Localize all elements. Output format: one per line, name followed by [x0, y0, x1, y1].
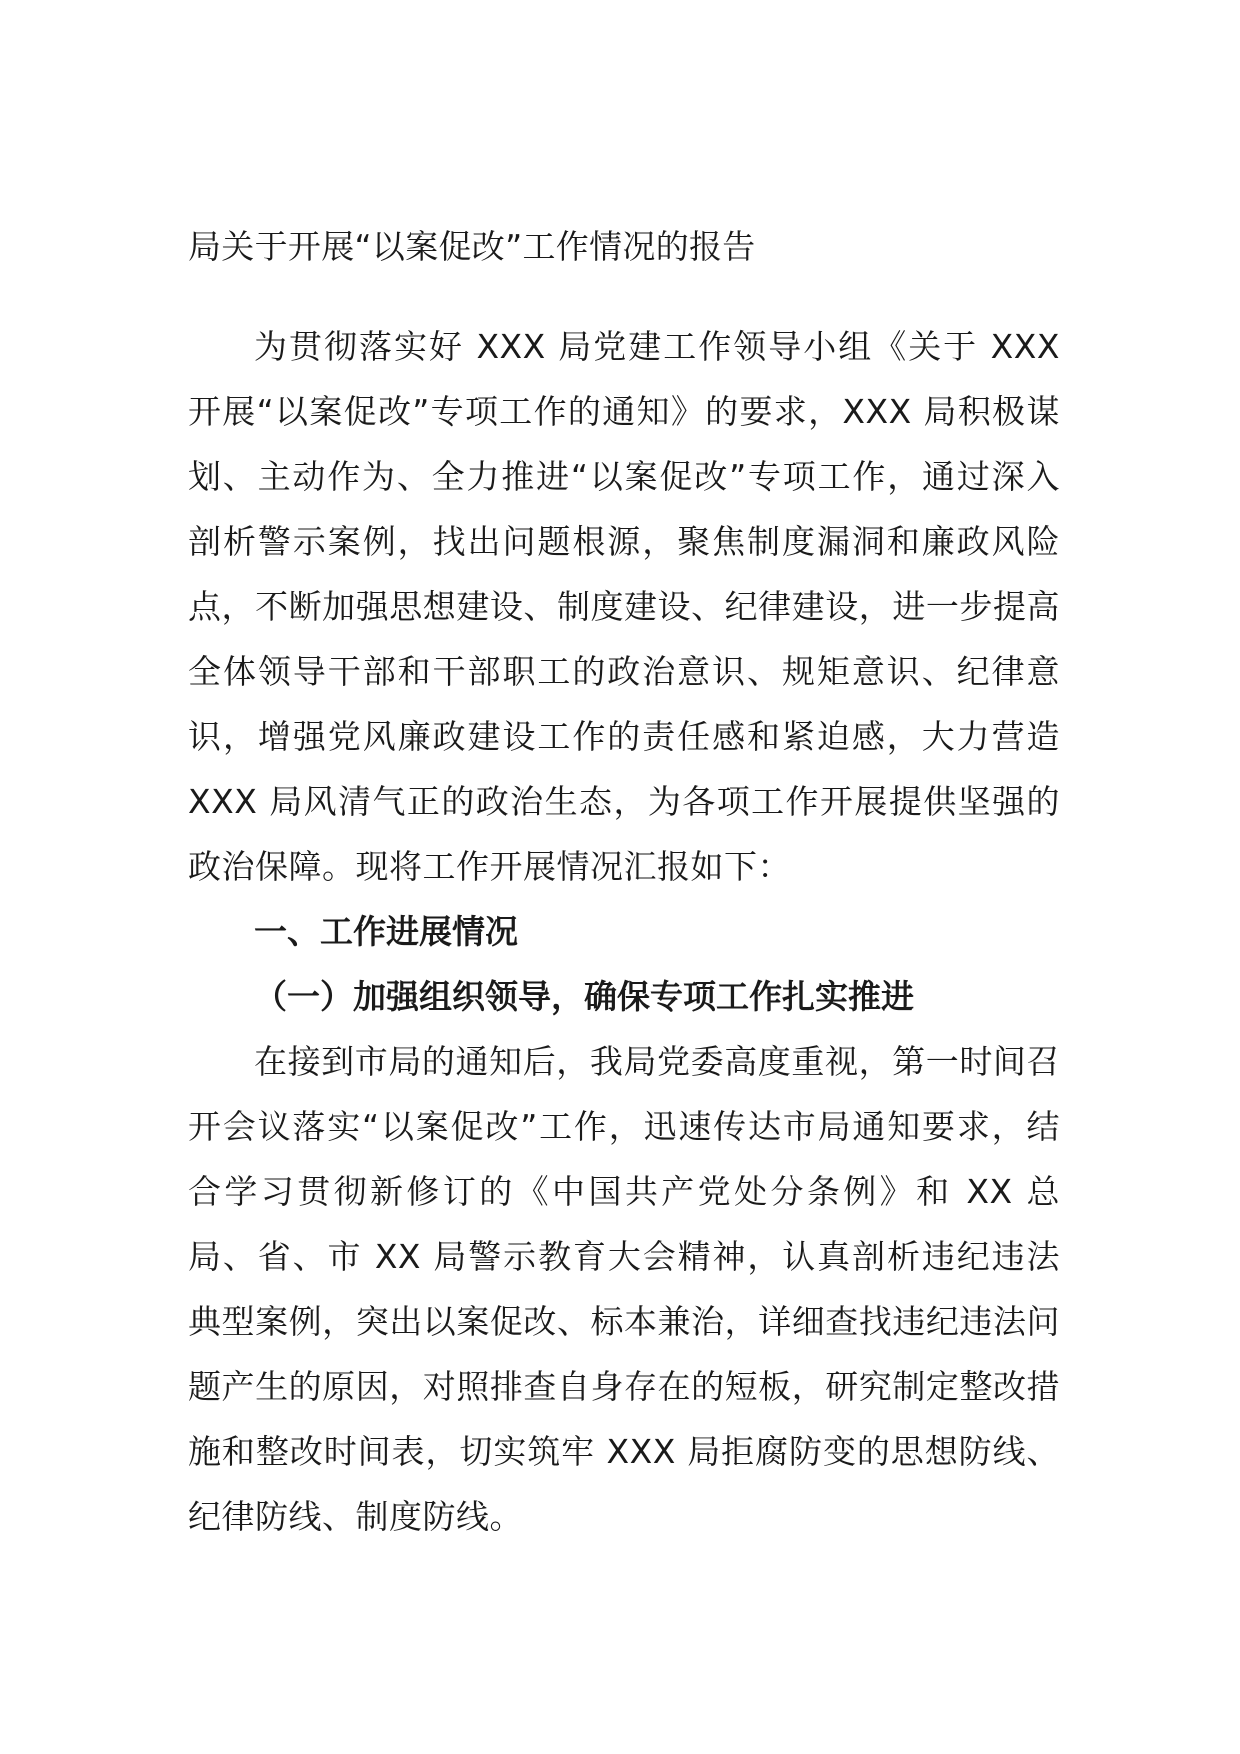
document-body: [188, 222, 1060, 1549]
document-title: 局关于开展“以案促改”工作情况的报告: [188, 227, 756, 266]
subsection-heading-organization: （一）加强组织领导，确保专项工作扎实推进: [254, 977, 914, 1016]
intro-paragraph: 为贯彻落实好 XXX 局党建工作领导小组《关于 XXX 开展“以案促改”专项工作的通知》的要求，XXX 局积极谋划、主动作为、全力推进“以案促改”专项工作，通过深入剖析警示案例，找出问题根源，聚焦制度漏洞和廉政风险点，不断加强思想建设、制度建设、纪律建设，进一步提高全体领导干部和干部职工的政治意识、规矩意识、纪律意识，增强党风廉政建设工作的责任感和紧迫感，大力营造 XXX 局风清气正的政治生态，为各项工作开展提供坚强的政治保障。现将工作开展情况汇报如下：: [188, 327, 1060, 886]
section-heading-work-progress: 一、工作进展情况: [254, 912, 518, 951]
body-paragraph: 在接到市局的通知后，我局党委高度重视，第一时间召开会议落实“以案促改”工作，迅速传达市局通知要求，结合学习贯彻新修订的《中国共产党处分条例》和 XX 总局、省、市 XX 局警示教育大会精神，认真剖析违纪违法典型案例，突出以案促改、标本兼治，详细查找违纪违法问题产生的原因，对照排查自身存在的短板，研究制定整改措施和整改时间表，切实筑牢 XXX 局拒腐防变的思想防线、纪律防线、制度防线。: [188, 1042, 1060, 1536]
